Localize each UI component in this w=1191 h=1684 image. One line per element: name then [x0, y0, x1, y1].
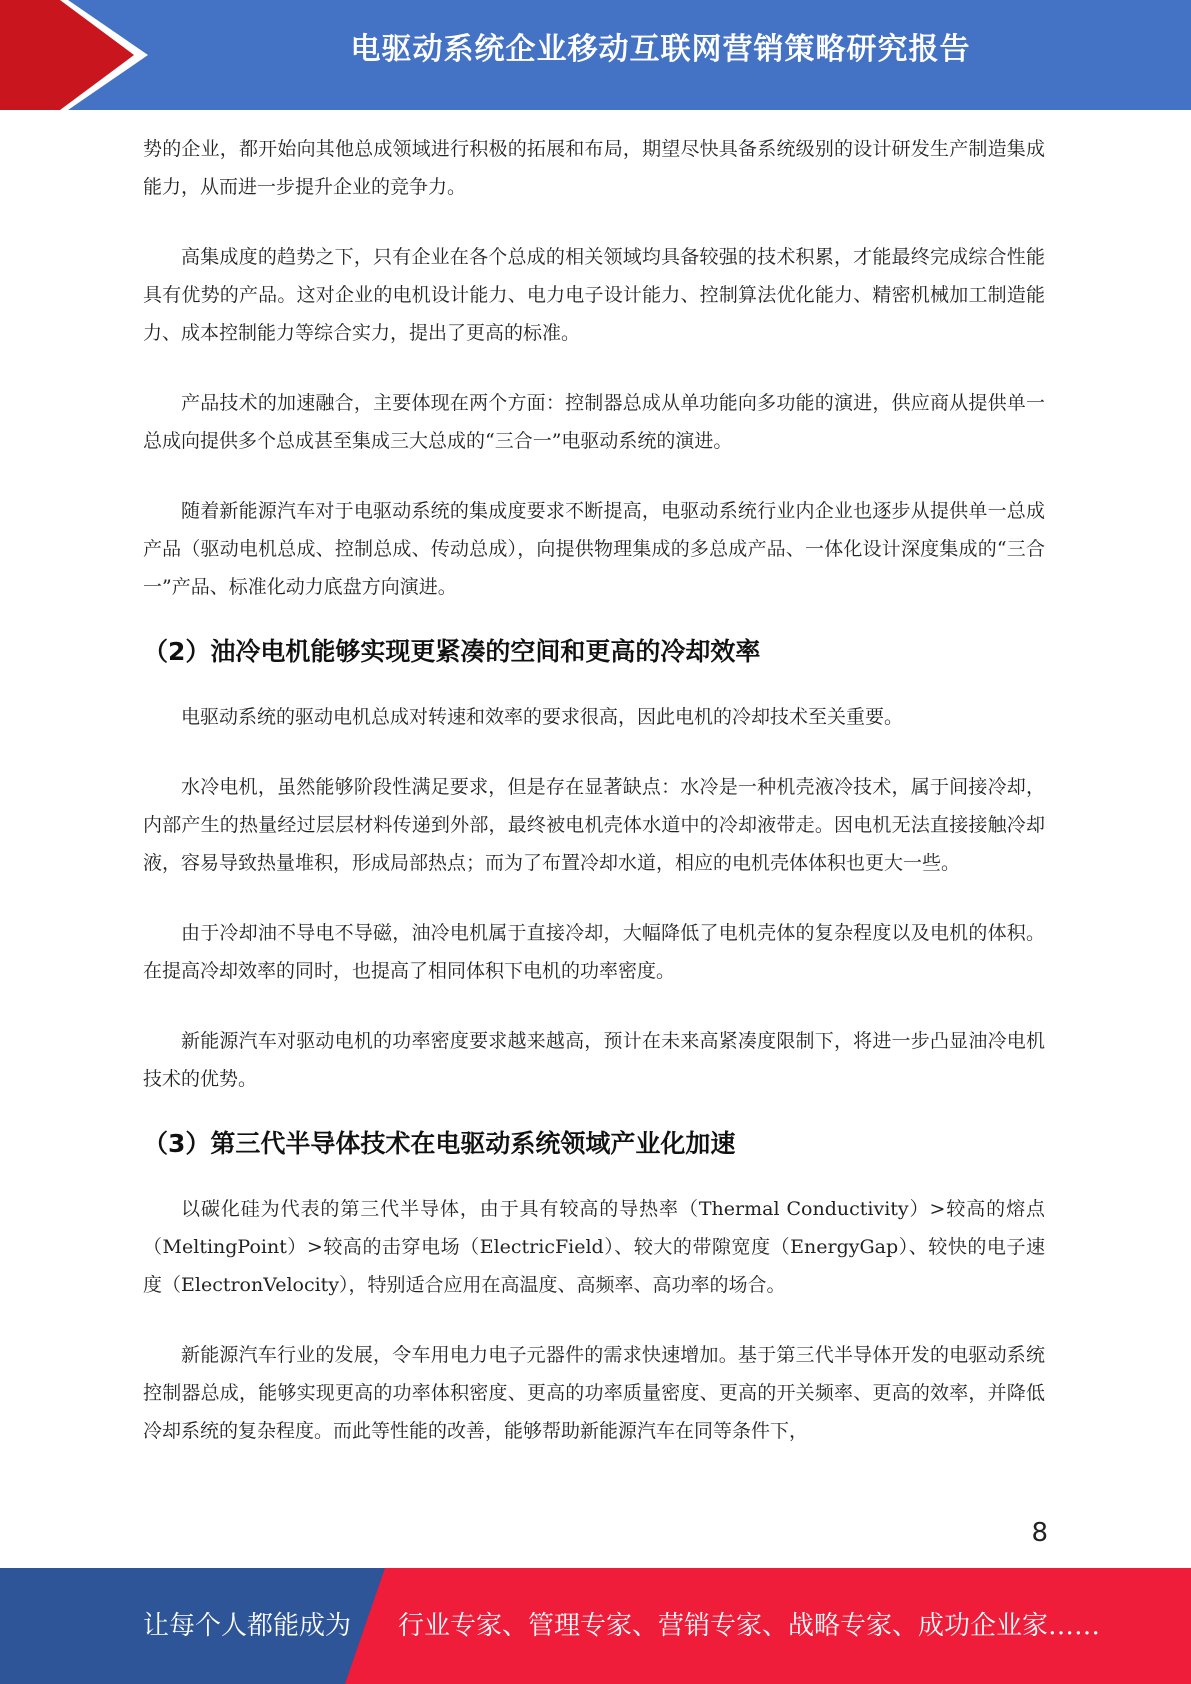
- page-number: 8: [1031, 1518, 1048, 1548]
- page-footer: [0, 1568, 1191, 1684]
- footer-slogan-left: 让每个人都能成为: [143, 1611, 352, 1641]
- document-body: [143, 130, 1045, 1450]
- paragraph: 势的企业，都开始向其他总成领域进行积极的拓展和布局，期望尽快具备系统级别的设计研发生产制造集成能力，从而进一步提升企业的竞争力。: [143, 138, 1045, 198]
- paragraph: 电驱动系统的驱动电机总成对转速和效率的要求很高，因此电机的冷却技术至关重要。: [181, 706, 904, 728]
- header-chevron-icon: [0, 0, 160, 110]
- footer-slogan-right: 行业专家、管理专家、营销专家、战略专家、成功企业家……: [398, 1611, 1101, 1641]
- section-heading: （3）第三代半导体技术在电驱动系统领域产业化加速: [143, 1129, 736, 1158]
- paragraph: 由于冷却油不导电不导磁，油冷电机属于直接冷却，大幅降低了电机壳体的复杂程度以及电机的体积。在提高冷却效率的同时，也提高了相同体积下电机的功率密度。: [143, 922, 1045, 982]
- paragraph: 产品技术的加速融合，主要体现在两个方面：控制器总成从单功能向多功能的演进，供应商从提供单一总成向提供多个总成甚至集成三大总成的“三合一”电驱动系统的演进。: [143, 392, 1045, 452]
- paragraph: 高集成度的趋势之下，只有企业在各个总成的相关领域均具备较强的技术积累，才能最终完成综合性能具有优势的产品。这对企业的电机设计能力、电力电子设计能力、控制算法优化能力、精密机械加工制造能力、成本控制能力等综合实力，提出了更高的标准。: [143, 246, 1045, 344]
- paragraph: 新能源汽车行业的发展，令车用电力电子元器件的需求快速增加。基于第三代半导体开发的电驱动系统控制器总成，能够实现更高的功率体积密度、更高的功率质量密度、更高的开关频率、更高的效率，并降低冷却系统的复杂程度。而此等性能的改善，能够帮助新能源汽车在同等条件下，: [143, 1344, 1045, 1442]
- paragraph: 随着新能源汽车对于电驱动系统的集成度要求不断提高，电驱动系统行业内企业也逐步从提供单一总成产品（驱动电机总成、控制总成、传动总成），向提供物理集成的多总成产品、一体化设计深度集成的“三合一”产品、标准化动力底盘方向演进。: [143, 500, 1045, 598]
- section-heading: （2）油冷电机能够实现更紧凑的空间和更高的冷却效率: [143, 637, 761, 666]
- paragraph: 水冷电机，虽然能够阶段性满足要求，但是存在显著缺点：水冷是一种机壳液冷技术，属于间接冷却，内部产生的热量经过层层材料传递到外部，最终被电机壳体水道中的冷却液带走。因电机无法直接接触冷却液，容易导致热量堆积，形成局部热点；而为了布置冷却水道，相应的电机壳体体积也更大一些。: [143, 776, 1045, 874]
- header-title: 电驱动系统企业移动互联网营销策略研究报告: [350, 32, 971, 67]
- paragraph: 以碳化硅为代表的第三代半导体，由于具有较高的导热率（Thermal Conductivity）>较高的熔点（MeltingPoint）>较高的击穿电场（ElectricField）、较大的带隙宽度（EnergyGap）、较快的电子速度（ElectronVelocity），特别适合应用在高温度、高频率、高功率的场合。: [143, 1198, 1045, 1296]
- paragraph: 新能源汽车对驱动电机的功率密度要求越来越高，预计在未来高紧凑度限制下，将进一步凸显油冷电机技术的优势。: [143, 1030, 1045, 1090]
- page-header: [0, 0, 1191, 110]
